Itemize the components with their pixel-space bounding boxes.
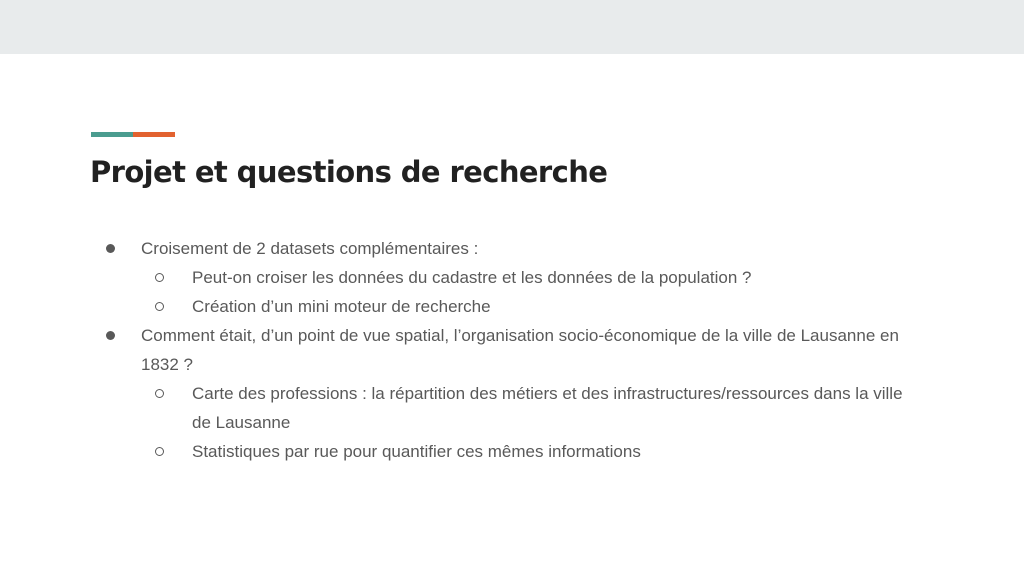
sub-bullet-item: [0, 379, 1024, 408]
slide-title: Projet et questions de recherche: [90, 155, 608, 189]
bullet-item: [0, 321, 1024, 350]
sub-bullet-text-line: de Lausanne: [192, 413, 291, 432]
sub-bullet-text: Statistiques par rue pour quantifier ces mêmes informations: [192, 442, 641, 461]
filled-bullet-icon: [106, 321, 115, 350]
slide-body: [0, 234, 1024, 466]
sub-bullet-item: [0, 292, 1024, 321]
hollow-bullet-icon: [155, 263, 164, 292]
sub-bullet-text: Création d’un mini moteur de recherche: [192, 297, 491, 316]
hollow-bullet-icon: [155, 292, 164, 321]
sub-bullet-item: [0, 437, 1024, 466]
bullet-text-line: Comment était, d’un point de vue spatial, l’organisation socio-économique de la ville de Lausanne en: [141, 326, 899, 345]
sub-bullet-item: [0, 263, 1024, 292]
accent-bar-teal-segment: [91, 132, 133, 137]
sub-bullet-continuation: [0, 408, 1024, 437]
title-accent-bar: [91, 132, 175, 137]
bullet-text-line: 1832 ?: [141, 355, 193, 374]
bullet-text: Croisement de 2 datasets complémentaires :: [141, 239, 479, 258]
bullet-item: [0, 234, 1024, 263]
hollow-bullet-icon: [155, 379, 164, 408]
slide-header-band: [0, 0, 1024, 54]
sub-bullet-text: Peut-on croiser les données du cadastre et les données de la population ?: [192, 268, 752, 287]
hollow-bullet-icon: [155, 437, 164, 466]
bullet-continuation: [0, 350, 1024, 379]
sub-bullet-text-line: Carte des professions : la répartition des métiers et des infrastructures/ressources dans la ville: [192, 384, 903, 403]
filled-bullet-icon: [106, 234, 115, 263]
accent-bar-orange-segment: [133, 132, 175, 137]
